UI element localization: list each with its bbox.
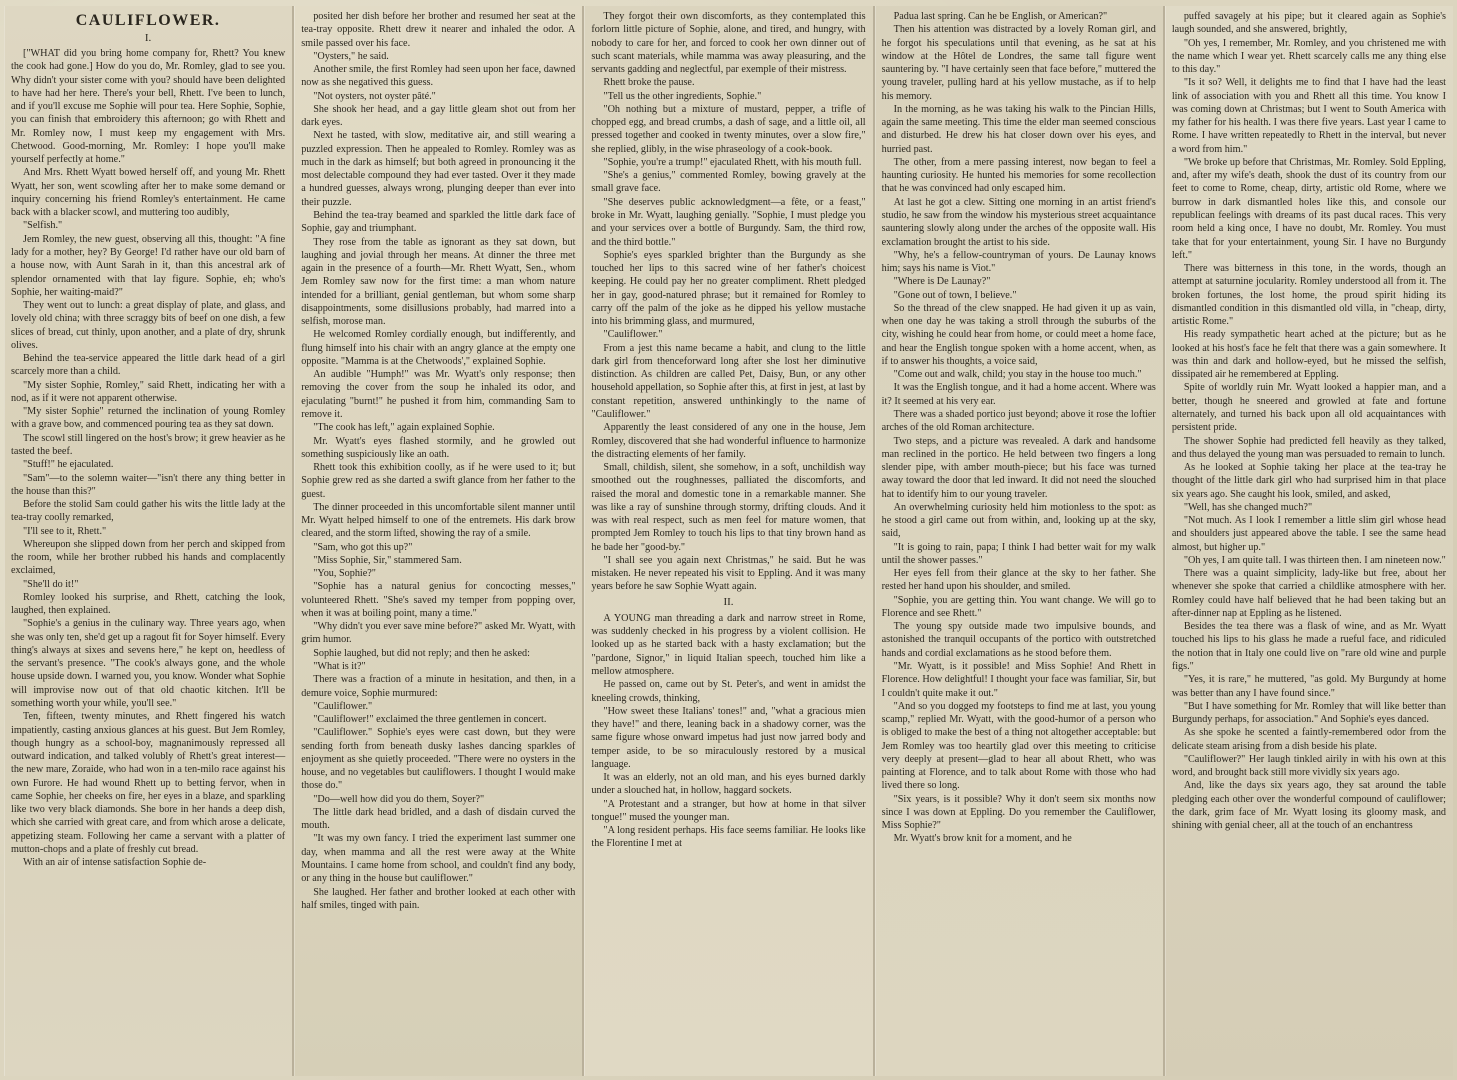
story-paragraph: "Oh yes, I am quite tall. I was thirteen then. I am nineteen now." — [1183, 554, 1446, 566]
story-paragraph: The scowl still lingered on the host's brow; it grew heavier as he tasted the beef. — [11, 432, 286, 457]
story-paragraph: Mr. Wyatt's eyes flashed stormily, and he growled out something suspiciously like an oath. — [301, 435, 576, 460]
story-paragraph: There was a fraction of a minute in hesitation, and then, in a demure voice, Sophie murmured: — [301, 674, 576, 699]
story-paragraph: And Mrs. Rhett Wyatt bowed herself off, and young Mr. Rhett Wyatt, her son, went scowling after her to make some demand or inquiry concerning his friend Romley's entertainment. He came back with a blacker scowl, and muttering too audibly, — [11, 167, 286, 219]
text-column-4 — [875, 6, 1165, 1076]
story-paragraph: "She deserves public acknowledgment—a fête, or a feast," broke in Mr. Wyatt, laughing genially. "Sophie, I must pledge you and your services over a bottle of Burgundy. Sam, the third row, and the third bottle." — [591, 196, 866, 248]
story-paragraph: "Six years, is it possible? Why it don't seem six months now since I was down at Eppling. Do you remember the Cauliflower, Miss Sophie?" — [881, 793, 1156, 832]
story-paragraph: Spite of worldly ruin Mr. Wyatt looked a happier man, and a better, though he sneered and growled at fate and fortune alternately, and turned his back upon all old acquaintances with persistent pride. — [1171, 382, 1447, 434]
story-paragraph: Besides the tea there was a flask of wine, and as Mr. Wyatt touched his lips to his glass he made a rueful face, and ridiculed the notion that in Italy one could live on "rare old wine and purple figs." — [1171, 621, 1447, 673]
story-paragraph: She shook her head, and a gay little gleam shot out from her dark eyes. — [301, 103, 576, 129]
story-paragraph: puffed savagely at his pipe; but it cleared again as Sophie's laugh sounded, and she answered, brightly, — [1171, 11, 1447, 36]
story-paragraph: Rhett took this exhibition coolly, as if he were used to it; but Sophie grew red as she darted a swift glance from her father to the guest. — [301, 462, 576, 500]
story-paragraph: Ten, fifteen, twenty minutes, and Rhett fingered his watch impatiently, casting anxious glances at his guest. But Jem Romley, though hungry as a school-boy, magnanimously repressed all outward indication, and talked volubly of Rhett's great interest—the new mare, Zoraide, who had won in a ten-milo race against his own Furore. He had wound Rhett up to betting fervor, when in came Sophie, her cheeks on fire, her eyes in a blaze, and sparkling like two very black diamonds. She bore in her hands a deep dish, which she carried with great care, and from which arose a delicate, appetizing steam. Following her came a servant with a platter of mutton-chops and a plate of freshly cut bread. — [11, 711, 286, 855]
story-paragraph: "It was my own fancy. I tried the experiment last summer one day, when mamma and all the rest were away at the White Mountains. I came home from school, and couldn't find any body, or any thing in the house but cauliflower." — [301, 833, 576, 885]
story-paragraph: "Why, he's a fellow-countryman of yours. De Launay knows him; says his name is Viot." — [881, 249, 1156, 275]
story-paragraph: "Mr. Wyatt, is it possible! and Miss Sophie! And Rhett in Florence. How delightful! I thought your face was familiar, Sir, but I couldn't quite make it out." — [881, 661, 1156, 699]
story-paragraph: "Oysters," he said. — [313, 50, 389, 62]
story-paragraph: "I'll see to it, Rhett." — [23, 525, 107, 537]
story-paragraph: "Cauliflower?" Her laugh tinkled airily in with his own at this word, and brought back still more vividly six years ago. — [1171, 753, 1447, 779]
story-paragraph: "The cook has left," again explained Sophie. — [313, 422, 495, 434]
story-paragraph: The shower Sophie had predicted fell heavily as they talked, and thus delayed the young man was persuaded to remain to lunch. — [1171, 435, 1447, 460]
story-paragraph: An overwhelming curiosity held him motionless to the spot: as he stood a girl came out from within, and, looking up at the sky, said, — [881, 501, 1156, 540]
story-paragraph: "She'll do it!" — [23, 578, 79, 590]
story-paragraph: With an air of intense satisfaction Sophie de- — [23, 857, 207, 869]
story-paragraph: It was the English tongue, and it had a home accent. Where was it? It seemed at his very ear. — [881, 382, 1156, 407]
story-paragraph: Another smile, the first Romley had seen upon her face, dawned now as she negatived this guess. — [301, 64, 576, 89]
text-column-2 — [294, 6, 584, 1076]
story-paragraph: There was a quaint simplicity, lady-like but free, about her whenever she spoke that carried a childlike atmosphere with her. Romley could have half believed that he had been taking but an after-dinner nap at Eppling as he listened. — [1171, 568, 1447, 619]
story-paragraph: Behind the tea-tray beamed and sparkled the little dark face of Sophie, gay and triumphant. — [301, 209, 576, 235]
chapter-heading-two: II. — [723, 595, 734, 608]
text-column-5 — [1165, 6, 1453, 1076]
story-paragraph: They went out to lunch: a great display of plate, and glass, and lovely old china; with three scraggy bits of beef on one dish, a few slices of bread, cut thinly, upon another, and a plate of dry, shrunk olives. — [11, 300, 286, 351]
story-paragraph: His ready sympathetic heart ached at the picture; but as he looked at his host's face he felt that there was a gain somewhere. It was thin and dark and hollow-eyed, but he missed the selfish, dissipated air he remembered at Eppling. — [1171, 329, 1447, 381]
story-paragraph: "Cauliflower." — [603, 329, 663, 341]
column-text — [1172, 10, 1446, 832]
column-text — [301, 10, 575, 912]
column-text — [882, 10, 1156, 846]
story-paragraph: Sophie laughed, but did not reply; and then he asked: — [313, 647, 530, 659]
story-paragraph: An audible "Humph!" was Mr. Wyatt's only response; then removing the cover from the soup he inhaled its odor, and ejaculating "burnt!" he pushed it from him, commanding Sam to remove it. — [301, 369, 576, 420]
story-paragraph: "Not much. As I look I remember a little slim girl whose head and shoulders just appeared above the table. I see the same head almost, but higher up." — [1171, 515, 1447, 553]
story-paragraph: And, like the days six years ago, they sat around the table pledging each other over the wonderful compound of cauliflower; the dark, grim face of Mr. Wyatt losing its gloomy mask, and shining with genial cheer, all at the touch of an enchantress — [1171, 780, 1447, 832]
story-paragraph: There was a shaded portico just beyond; above it rose the loftier arches of the old Roman architecture. — [881, 408, 1156, 434]
story-paragraph: "Miss Sophie, Sir," stammered Sam. — [313, 554, 462, 566]
story-paragraph: posited her dish before her brother and resumed her seat at the tea-tray opposite. Rhett drew it nearer and inhaled the odor. A smile passed over his face. — [301, 11, 576, 49]
story-paragraph: "A long resident perhaps. His face seems familiar. He looks like the Florentine I met at — [591, 825, 866, 850]
story-paragraph: Then his attention was distracted by a lovely Roman girl, and he forgot his speculations until that evening, as he sat at his window at the Hôtel de Londres, the same tall figure went sauntering by. "I have certainly seen that face before," muttered the young traveler, pulling hard at his yellow mustache, as if to help his memory. — [881, 24, 1156, 102]
story-paragraph: A YOUNG man threading a dark and narrow street in Rome, was suddenly checked in his progress by a violent collision. He looked up as he started back with a hasty exclamation; but the "pardone, Signor," in liquid Italian speech, touched him like a mellow atmosphere. — [591, 612, 866, 678]
story-paragraph: "You, Sophie?" — [313, 568, 376, 580]
story-paragraph: Apparently the least considered of any one in the house, Jem Romley, discovered that she had wonderful influence to harmonize the distracting elements of her family. — [591, 422, 866, 460]
story-paragraph: "Come out and walk, child; you stay in the house too much." — [893, 369, 1142, 381]
story-paragraph: "Oh yes, I remember, Mr. Romley, and you christened me with the name which I wear yet. Rhett scarcely calls me any thing else to this day." — [1171, 37, 1447, 76]
story-paragraph: "Do—well how did you do them, Soyer?" — [313, 793, 485, 805]
story-paragraph: "Yes, it is rare," he muttered, "as gold. My Burgundy at home was better than any I have found since." — [1171, 674, 1447, 699]
story-paragraph: "How sweet these Italians' tones!" and, "what a gracious mien they have!" and there, leaning back in a shadowy corner, was the same figure whose onward impetus had just now jarred body and temper aside, to be so miraculously restored by a musical language. — [591, 705, 866, 770]
story-paragraph: They forgot their own discomforts, as they contemplated this forlorn little picture of Sophie, alone, and tired, and hungry, with nobody to care for her, and forced to cook her own dinner out of such scant materials, while mamma was away pleasuring, and the servants gadding and neglectful, par exemple of their mistress. — [591, 11, 866, 76]
story-paragraph: At last he got a clew. Sitting one morning in an artist friend's studio, he saw from the window his mysterious street acquaintance sauntering slowly along under the arches of the opposite wall. His exclamation brought the artist to his side. — [881, 196, 1156, 248]
story-paragraph: The young spy outside made two impulsive bounds, and astonished the tranquil occupants of the portico with outstretched hands and cordial exclamations as he stood before them. — [881, 621, 1156, 659]
story-paragraph: "Cauliflower!" exclaimed the three gentlemen in concert. — [313, 714, 547, 726]
story-paragraph: "Where is De Launay?" — [893, 276, 991, 288]
story-paragraph: From a jest this name became a habit, and clung to the little dark girl from thenceforward long after she lost her diminutive distinction. As children are called Pet, Daisy, Bun, or any other household appellation, so Sophie after this, at first in jest, at last by constant repetition, answered unthinkingly to the name of "Cauliflower." — [591, 342, 866, 420]
story-paragraph: "Sophie has a natural genius for concocting messes," volunteered Rhett. "She's saved my temper from popping over, when it was at boiling point, many a time." — [301, 581, 576, 619]
story-paragraph: "She's a genius," commented Romley, bowing gravely at the small grave face. — [591, 170, 866, 195]
story-paragraph: The dinner proceeded in this uncomfortable silent manner until Mr. Wyatt helped himself to one of the entremets. His dark brow cleared, and the storm lifted, showing the ray of a smile. — [301, 501, 576, 540]
column-text — [591, 10, 865, 851]
story-paragraph: "Well, has she changed much?" — [1183, 501, 1313, 513]
story-paragraph: It was an elderly, not an old man, and his eyes burned darkly under a slouched hat, in hollow, haggard sockets. — [591, 772, 866, 797]
story-paragraph: Small, childish, silent, she somehow, in a soft, unchildish way smoothed out the roughnesses, palliated the discomforts, and raised the moral and domestic tone in a remarkable manner. She was like a ray of sunshine through stormy, drifting clouds. And it was with real respect, such as men feel for mature women, that prompted Jem Romley to touch his lips to that tiny brown hand as he bade her "good-by." — [591, 462, 866, 553]
story-paragraph: He passed on, came out by St. Peter's, and went in amidst the kneeling crowds, thinking, — [591, 679, 866, 704]
story-paragraph: Padua last spring. Can he be English, or American?" — [893, 11, 1108, 22]
story-paragraph: Whereupon she slipped down from her perch and skipped from the room, while her brother rubbed his hands and complacently exclaimed, — [11, 538, 286, 577]
story-paragraph: "Not oysters, not oyster pâté." — [313, 90, 436, 102]
story-paragraph: "My sister Sophie, Romley," said Rhett, indicating her with a nod, as if it were not apparent otherwise. — [11, 379, 286, 404]
story-paragraph: "Oh nothing but a mixture of mustard, pepper, a trifle of chopped egg, and bread crumbs, a dash of sage, and a little oil, all pressed together and cooked in twenty minutes, over a slow fire," she replied, glibly, in the wise phraseology of a cook-book. — [591, 103, 866, 155]
chapter-heading-one: I. — [144, 32, 152, 44]
story-paragraph: "Stuff!" he ejaculated. — [23, 459, 114, 471]
story-paragraph: "Sophie's a genius in the culinary way. Three years ago, when she was only ten, she'd get up a ragout fit for Soyer himself. Every thing's always at sixes and sevens here," he kept on, heedless of the servant's presence. "The cook's always gone, and the whole house upside down. I warned you, you know. Wonder what Sophie will improvise now out of that old chaotic kitchen. It'll be something worth your while, you'll see." — [11, 618, 286, 710]
story-paragraph: So the thread of the clew snapped. He had given it up as vain, when one day he was taking a stroll through the suburbs of the city, wishing he could hear from home, or could meet a home face, and hear the English tongue spoken with a home accent, when, as if to answer his thoughts, a voice said, — [881, 302, 1156, 367]
story-paragraph: "Why didn't you ever save mine before?" asked Mr. Wyatt, with grim humor. — [301, 621, 576, 646]
story-paragraph: "I shall see you again next Christmas," he said. But he was mistaken. He never repeated his visit to Eppling. And it was many years before he saw Sophie Wyatt again. — [591, 554, 866, 593]
story-paragraph: In the morning, as he was taking his walk to the Pincian Hills, again the same meeting. This time the elder man seemed conscious and disturbed. He drew his hat closer down over his eyes, and hurried past. — [881, 103, 1156, 155]
story-paragraph: "Is it so? Well, it delights me to find that I have had the least link of association with you and Rhett all this time. You know I was coming down at Christmas; but I went to South America with my father for his health. I was there five years. Last year I came to Rome. I have written repeatedly to Rhett in the interval, but never a word from him." — [1171, 77, 1447, 155]
story-paragraph: "Cauliflower." Sophie's eyes were cast down, but they were sending forth from beneath dusky lashes dancing sparkles of enjoyment as she quietly proceeded. "There were no oysters in the house, and no vegetables but cauliflowers. I thought I would make those do." — [301, 727, 576, 792]
story-paragraph: Rhett broke the pause. — [603, 77, 695, 89]
story-paragraph: "What is it?" — [313, 661, 366, 673]
story-paragraph: Romley looked his surprise, and Rhett, catching the look, laughed, then explained. — [11, 591, 286, 617]
column-text — [11, 47, 285, 869]
story-paragraph: ["WHAT did you bring home company for, Rhett? You knew the cook had gone.] How do you do, Mr. Romley, glad to see you. Why didn't your sister come with you? should have been delighted to have had her here. There's your bell, Rhett. I've been to lunch, and if you'll excuse me Sophie will pour tea. Here Sophie, Sophie, you can finish that embroidery this afternoon; go with Rhett and Mr. Romley now, I must keep my engagement with Mrs. Chetwood. Good-morning, Mr. Romley: I hope you'll make yourself perfectly at home." — [11, 48, 286, 166]
story-paragraph: The other, from a mere passing interest, now began to feel a haunting curiosity. He hunted his memories for some recollection that he was convinced had only escaped him. — [881, 156, 1156, 195]
story-paragraph: Two steps, and a picture was revealed. A dark and handsome man reclined in the portico. He held between two fingers a long slender pipe, with amber mouth-piece; but his face was turned away toward the door that led inward. It did not need the slouched hat to identify him to our young traveler. — [881, 435, 1156, 500]
story-title: CAULIFLOWER. — [75, 12, 221, 29]
story-paragraph: "Gone out of town, I believe." — [893, 289, 1017, 301]
story-paragraph: He welcomed Romley cordially enough, but indifferently, and flung himself into his chair with an angry glance at the empty one opposite. "Mamma is at the Chetwoods'," explained Sophie. — [301, 329, 576, 367]
story-paragraph: They rose from the table as ignorant as they sat down, but laughing and jovial through her means. At dinner the three met again in the presence of a fourth—Mr. Rhett Wyatt, Sen., whom Jem Romley saw now for the first time: a man whom nature intended for a brilliant, genial gentleman, but whom some sharp disappointments, some disillusions probably, had marred into a selfish, morose man. — [301, 236, 576, 328]
story-paragraph: As she spoke he scented a faintly-remembered odor from the delicate steam arising from a dish beside his plate. — [1171, 727, 1447, 752]
story-paragraph: "It is going to rain, papa; I think I had better wait for my walk until the shower passes." — [881, 541, 1156, 566]
story-paragraph: Mr. Wyatt's brow knit for a moment, and he — [893, 833, 1072, 845]
story-paragraph: Behind the tea-service appeared the little dark head of a girl scarcely more than a child. — [11, 353, 286, 378]
story-paragraph: She laughed. Her father and brother looked at each other with half smiles, tinged with pain. — [301, 886, 576, 911]
story-paragraph: Her eyes fell from their glance at the sky to her father. She rested her hand upon his shoulder, and smiled. — [881, 568, 1156, 593]
story-paragraph: Next he tasted, with slow, meditative air, and still wearing a puzzled expression. Then he appealed to Romley. Romley was as much in the dark as himself; but both agreed in pronouncing it the most delectable compound they had ever tasted. Over it they made a hundred guesses, always wrong, plunging deeper than ever into their puzzle. — [301, 130, 576, 208]
story-paragraph: "Selfish." — [23, 220, 63, 232]
story-paragraph: "Tell us the other ingredients, Sophie." — [603, 90, 762, 102]
story-paragraph: "And so you dogged my footsteps to find me at last, you young scamp," replied Mr. Wyatt, with the good-humor of a person who is obliged to make the best of a thing not altogether acceptable: but Jem Romley was too heartily glad over this meeting to criticise very deeply at present—glad to hear all about Rhett, who was painting at Florence, and to talk about Rome with those who had lived there so long. — [881, 700, 1156, 792]
story-paragraph: "A Protestant and a stranger, but how at home in that silver tongue!" mused the younger man. — [591, 798, 866, 823]
story-paragraph: "But I have something for Mr. Romley that will like better than Burgundy perhaps, for association." And Sophie's eyes danced. — [1171, 700, 1447, 726]
text-column-1 — [4, 6, 294, 1076]
story-paragraph: "My sister Sophie" returned the inclination of young Romley with a grave bow, and commenced pouring tea as they sat down. — [11, 406, 286, 431]
story-paragraph: Sophie's eyes sparkled brighter than the Burgundy as she touched her lips to this sacred wine of her father's choicest keeping. He could pay her no greater compliment. Rhett pledged her in gay, good-natured phrase; but it remained for Romley to carry off the palm of the joke as he dipped his yellow mustache into his brimming glass, and murmured, — [591, 249, 866, 328]
story-paragraph: The little dark head bridled, and a dash of disdain curved the mouth. — [301, 806, 576, 832]
story-paragraph: "Sam"—to the solemn waiter—"isn't there any thing better in the house than this?" — [11, 472, 286, 497]
story-paragraph: "Cauliflower." — [313, 700, 373, 712]
story-paragraph: "Sam, who got this up?" — [313, 541, 413, 553]
story-paragraph: Before the stolid Sam could gather his wits the little lady at the tea-tray coolly remarked, — [11, 499, 286, 524]
story-paragraph: "Sophie, you are getting thin. You want change. We will go to Florence and see Rhett." — [881, 594, 1156, 619]
story-paragraph: As he looked at Sophie taking her place at the tea-tray he thought of the little dark girl who had surprised him in that place six years ago. She caught his look, smiled, and asked, — [1171, 462, 1447, 500]
story-paragraph: "Sophie, you're a trump!" ejaculated Rhett, with his mouth full. — [603, 156, 862, 168]
story-paragraph: Jem Romley, the new guest, observing all this, thought: "A fine lady for a mother, hey? By George! I'd rather have our old barn of a house now, with Aunt Sarah in it, than this ancestral ark of splendor ornamented with that lay figure. Sophie, eh; who's Sophie, her waiting-maid?" — [11, 233, 286, 298]
story-paragraph: "We broke up before that Christmas, Mr. Romley. Sold Eppling, and, after my wife's death, shook the dust of its country from our feet to come to Rome, cheap, dirty, artistic old Rome, where we burrow in dark dismantled holes like this, and console our republican feelings with dreams of its past ducal races. This very room held a king once, I have no doubt, Mr. Romley. You must take that for your entertainment, young Sir. I have no Burgundy left." — [1171, 156, 1447, 261]
story-paragraph: There was bitterness in this tone, in the words, though an attempt at saturnine jocularity. Romley understood all from it. The broken fortunes, the lost home, the proud spirit hiding its dismantled condition in this dismantled old villa, in "cheap, dirty, artistic Rome." — [1171, 263, 1447, 328]
text-column-3 — [584, 6, 874, 1076]
